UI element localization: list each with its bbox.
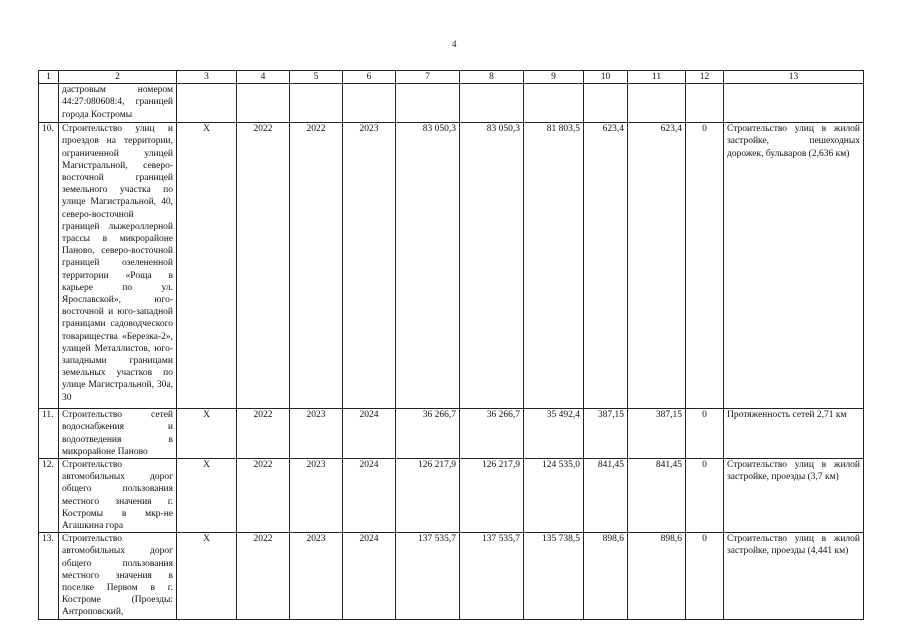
project-name: дастровым номером 44:27:080608:4, границей города Костромы	[59, 84, 177, 123]
cell-col12: 0	[686, 459, 724, 533]
cell-col11	[628, 84, 686, 123]
cell-col8: 126 217,9	[460, 459, 524, 533]
table-row	[39, 533, 864, 619]
cell-col3: X	[177, 409, 237, 459]
table-row	[39, 84, 864, 123]
header-cell: 9	[524, 71, 584, 84]
row-number: 10.	[39, 123, 59, 409]
cell-col4: 2022	[237, 533, 290, 619]
cell-col10: 841,45	[584, 459, 628, 533]
cell-col8	[460, 84, 524, 123]
cell-col5: 2023	[290, 459, 343, 533]
cell-col5: 2023	[290, 409, 343, 459]
row-number: 13.	[39, 533, 59, 619]
cell-col8: 36 266,7	[460, 409, 524, 459]
project-name: Строительство автомобильных дорог общего пользования местного значения в поселке Первом в г. Костроме (Проезды: Антроповский,	[59, 533, 177, 619]
cell-col6: 2024	[343, 533, 396, 619]
header-cell: 10	[584, 71, 628, 84]
cell-col5	[290, 84, 343, 123]
table-row	[39, 459, 864, 533]
header-cell: 12	[686, 71, 724, 84]
description: Строительство улиц в жилой застройке, пешеходных дорожек, бульваров (2,636 км)	[724, 123, 864, 409]
cell-col10: 898,6	[584, 533, 628, 619]
description: Протяженность сетей 2,71 км	[724, 409, 864, 459]
cell-col8: 137 535,7	[460, 533, 524, 619]
page-number: 4	[452, 39, 457, 49]
row-number: 11.	[39, 409, 59, 459]
cell-col9	[524, 84, 584, 123]
description: Строительство улиц в жилой застройке, проезды (3,7 км)	[724, 459, 864, 533]
cell-col5: 2022	[290, 123, 343, 409]
header-cell: 1	[39, 71, 59, 84]
cell-col4: 2022	[237, 459, 290, 533]
cell-col3: X	[177, 459, 237, 533]
cell-col6: 2024	[343, 459, 396, 533]
cell-col10	[584, 84, 628, 123]
cell-col12	[686, 84, 724, 123]
cell-col3	[177, 84, 237, 123]
project-name: Строительство улиц и проездов на территории, ограниченной улицей Магистральной, северо-восточной границей земельного участка по улице Магистральной, 40, северо-восточной границей лыжероллерной трассы в микрорайоне Паново, северо-восточной границей озелененной территории «Роща в карьере по ул. Ярославской», юго-восточной и юго-западной границами садоводческого товарищества «Березка-2», улицей Металлистов, юго-западными границами земельных участков по улице Магистральной, 30а, 30	[59, 123, 177, 409]
header-cell: 5	[290, 71, 343, 84]
cell-col6: 2023	[343, 123, 396, 409]
header-cell: 13	[724, 71, 864, 84]
project-name: Строительство сетей водоснабжения и водоотведения в микрорайоне Паново	[59, 409, 177, 459]
cell-col12: 0	[686, 409, 724, 459]
cell-col7: 83 050,3	[396, 123, 460, 409]
cell-col9: 124 535,0	[524, 459, 584, 533]
project-table	[38, 70, 864, 620]
cell-col3: X	[177, 533, 237, 619]
cell-col7: 126 217,9	[396, 459, 460, 533]
header-cell: 2	[59, 71, 177, 84]
row-number: 12.	[39, 459, 59, 533]
cell-col11: 898,6	[628, 533, 686, 619]
cell-col12: 0	[686, 533, 724, 619]
cell-col9: 135 738,5	[524, 533, 584, 619]
cell-col11: 623,4	[628, 123, 686, 409]
header-cell: 11	[628, 71, 686, 84]
cell-col6: 2024	[343, 409, 396, 459]
header-cell: 4	[237, 71, 290, 84]
cell-col11: 387,15	[628, 409, 686, 459]
description: Строительство улиц в жилой застройке, проезды (4,441 км)	[724, 533, 864, 619]
cell-col12: 0	[686, 123, 724, 409]
cell-col7: 137 535,7	[396, 533, 460, 619]
table-row	[39, 123, 864, 409]
header-row	[39, 71, 864, 84]
cell-col9: 81 803,5	[524, 123, 584, 409]
cell-col10: 623,4	[584, 123, 628, 409]
cell-col4: 2022	[237, 409, 290, 459]
cell-col3: X	[177, 123, 237, 409]
description	[724, 84, 864, 123]
table-row	[39, 409, 864, 459]
cell-col6	[343, 84, 396, 123]
header-cell: 3	[177, 71, 237, 84]
cell-col10: 387,15	[584, 409, 628, 459]
cell-col9: 35 492,4	[524, 409, 584, 459]
cell-col8: 83 050,3	[460, 123, 524, 409]
header-cell: 8	[460, 71, 524, 84]
header-cell: 7	[396, 71, 460, 84]
cell-col5: 2023	[290, 533, 343, 619]
row-number	[39, 84, 59, 123]
header-cell: 6	[343, 71, 396, 84]
cell-col7	[396, 84, 460, 123]
cell-col11: 841,45	[628, 459, 686, 533]
project-name: Строительство автомобильных дорог общего пользования местного значения г. Костромы в мкр-не Агашкина гора	[59, 459, 177, 533]
cell-col7: 36 266,7	[396, 409, 460, 459]
cell-col4	[237, 84, 290, 123]
cell-col4: 2022	[237, 123, 290, 409]
